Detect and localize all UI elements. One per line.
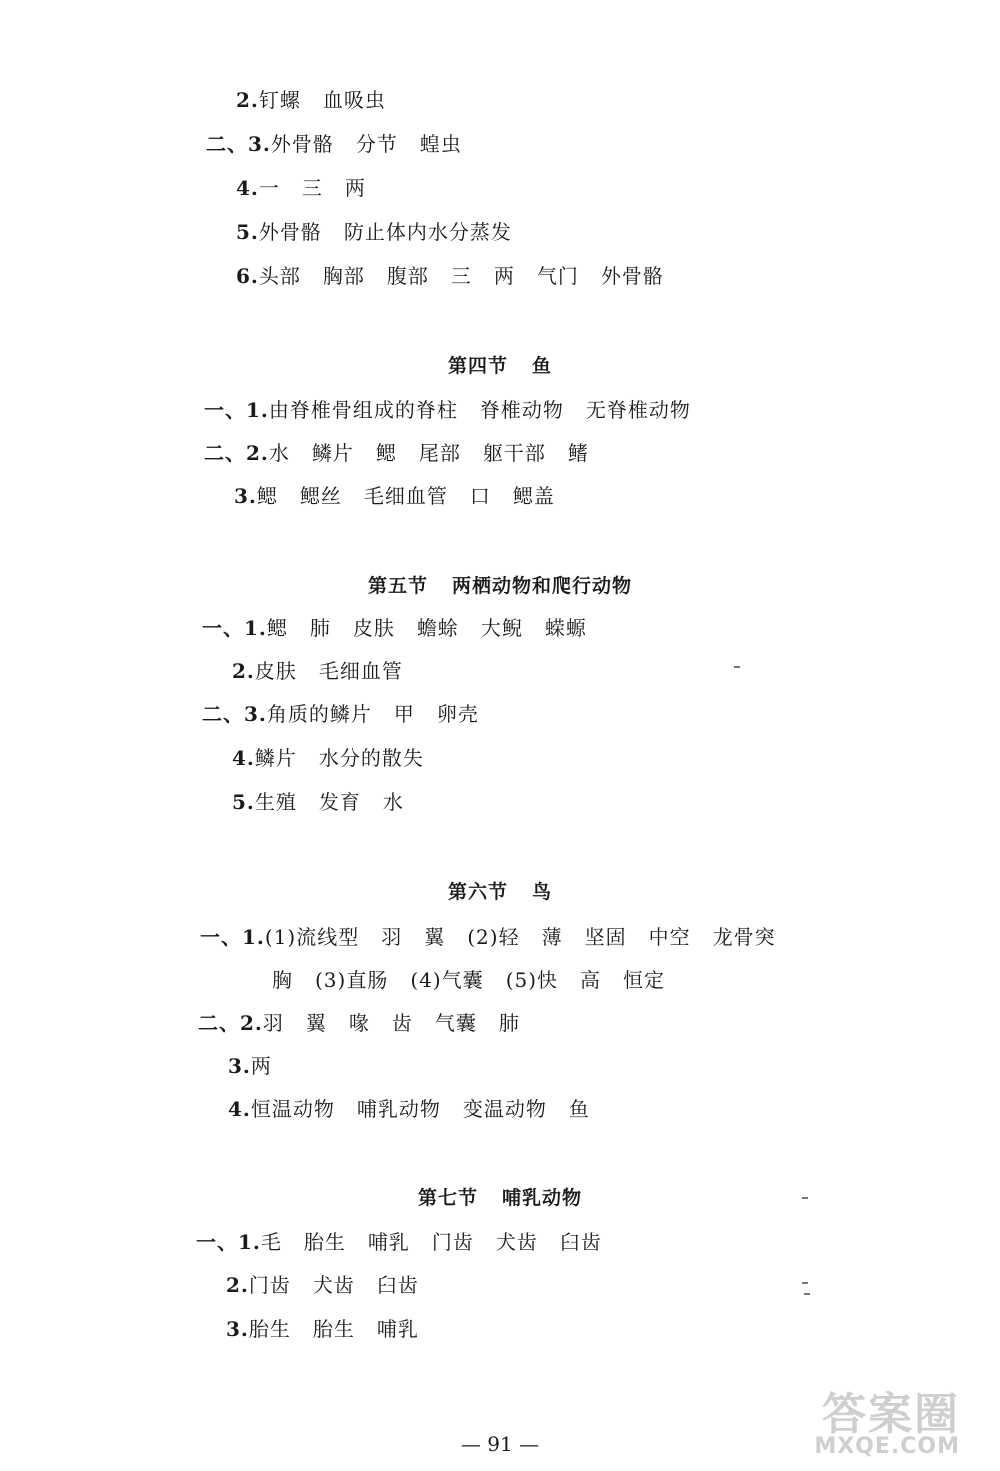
answer-term: 臼齿	[559, 1230, 602, 1254]
answer-term: 喙	[348, 1011, 370, 1035]
section-title: 两栖动物和爬行动物	[452, 575, 633, 597]
answer-line	[204, 441, 589, 465]
answer-term: 鳃	[256, 484, 278, 508]
answer-term: 外骨骼	[270, 132, 334, 156]
answer-term: 蝗虫	[419, 132, 462, 156]
answer-line	[226, 1317, 419, 1341]
item-number: 3.	[234, 484, 257, 508]
item-number: 5.	[232, 790, 255, 814]
answer-term: 翼	[424, 925, 446, 949]
item-number: 一、1.	[204, 398, 269, 422]
item-number: 4.	[232, 746, 255, 770]
answer-term: 龙骨突	[712, 925, 776, 949]
section-heading	[0, 1186, 1000, 1210]
answer-line	[234, 484, 555, 508]
answer-term: 哺乳动物	[356, 1097, 441, 1121]
answer-term: 甲	[393, 702, 415, 726]
item-number: 2.	[232, 659, 255, 683]
answer-term: 哺乳	[376, 1317, 419, 1341]
answer-term: 翼	[305, 1011, 327, 1035]
answer-line	[272, 968, 665, 992]
answer-term: 坚固	[584, 925, 627, 949]
answer-term: 皮肤	[254, 659, 297, 683]
answer-term: 犬齿	[312, 1273, 355, 1297]
watermark-text: 答案圈	[822, 1389, 960, 1440]
answer-line	[232, 659, 403, 683]
answer-term: 防止体内水分蒸发	[343, 220, 512, 244]
answer-line	[202, 702, 479, 726]
answer-term: 胎生	[248, 1317, 291, 1341]
answer-term: 哺乳	[367, 1230, 410, 1254]
answer-term: 鳞片	[311, 441, 354, 465]
item-number: 6.	[236, 264, 259, 288]
answer-term: 口	[469, 484, 491, 508]
answer-term: 鳃盖	[512, 484, 555, 508]
item-number: 5.	[236, 220, 259, 244]
answer-line	[198, 1011, 520, 1035]
answer-term: 犬齿	[495, 1230, 538, 1254]
answer-term: 恒温动物	[250, 1097, 335, 1121]
answer-term: (2)轻	[467, 925, 520, 949]
section-number: 第六节	[447, 881, 508, 903]
answer-line	[200, 925, 776, 949]
answer-term: 外骨骼	[600, 264, 664, 288]
answer-term: 变温动物	[462, 1097, 547, 1121]
item-number: 二、3.	[202, 702, 267, 726]
answer-line	[228, 1097, 590, 1121]
answer-term: 胎生	[303, 1230, 346, 1254]
answer-line	[236, 220, 512, 244]
answer-line	[196, 1230, 602, 1254]
item-number: 4.	[228, 1097, 251, 1121]
item-number: 3.	[226, 1317, 249, 1341]
section-number: 第五节	[367, 575, 428, 597]
scan-speck	[804, 1293, 810, 1295]
answer-term: 头部	[258, 264, 301, 288]
answer-term: 三	[450, 264, 472, 288]
answer-line	[228, 1054, 272, 1078]
answer-term: 两	[493, 264, 515, 288]
page-number: — 91 —	[460, 1432, 540, 1456]
answer-term: 生殖	[254, 790, 297, 814]
section-heading	[0, 574, 1000, 598]
answer-term: (4)气囊	[410, 968, 484, 992]
answer-term: 角质的鳞片	[266, 702, 372, 726]
answer-term: (3)直肠	[315, 968, 389, 992]
item-number: 一、1.	[200, 925, 265, 949]
item-number: 2.	[226, 1273, 249, 1297]
watermark-logo	[760, 1378, 960, 1458]
answer-term: (5)快	[505, 968, 559, 992]
section-title: 鱼	[532, 355, 553, 377]
answer-term: 血吸虫	[322, 88, 386, 112]
answer-term: 恒定	[623, 968, 666, 992]
answer-term: 羽	[262, 1011, 284, 1035]
answer-term: 水	[268, 441, 290, 465]
answer-term: 鳃丝	[299, 484, 342, 508]
item-number: 二、2.	[198, 1011, 263, 1035]
answer-term: 肺	[309, 616, 331, 640]
answer-term: 胸部	[322, 264, 365, 288]
answer-term: 肺	[498, 1011, 520, 1035]
answer-term: 薄	[541, 925, 563, 949]
answer-line	[236, 176, 366, 200]
answer-term: 气门	[536, 264, 579, 288]
scan-speck	[802, 1197, 808, 1199]
answer-term: 水	[382, 790, 404, 814]
item-number: 二、3.	[206, 132, 271, 156]
answer-term: 鳃	[375, 441, 397, 465]
answer-term: 毛细血管	[363, 484, 448, 508]
answer-term: 门齿	[431, 1230, 474, 1254]
answer-term: 鳍	[567, 441, 589, 465]
answer-term: 毛	[260, 1230, 282, 1254]
answer-line	[232, 746, 424, 770]
answer-term: 尾部	[418, 441, 461, 465]
item-number: 4.	[236, 176, 259, 200]
scan-speck	[734, 666, 740, 668]
answer-term: 发育	[318, 790, 361, 814]
item-number: 2.	[236, 88, 259, 112]
watermark-url: MXQE.COM	[814, 1434, 960, 1459]
answer-term: 两	[250, 1054, 272, 1078]
answer-term: 气囊	[434, 1011, 477, 1035]
section-title: 哺乳动物	[502, 1187, 583, 1209]
answer-term: 躯干部	[482, 441, 546, 465]
answer-term: 水分的散失	[318, 746, 424, 770]
answer-term: 钉螺	[258, 88, 301, 112]
item-number: 一、1.	[196, 1230, 261, 1254]
section-number: 第四节	[447, 355, 508, 377]
section-number: 第七节	[417, 1187, 478, 1209]
answer-term: 由脊椎骨组成的脊柱	[268, 398, 458, 422]
item-number: 3.	[228, 1054, 251, 1078]
answer-line	[204, 398, 691, 422]
answer-term: 羽	[381, 925, 403, 949]
answer-term: 大鲵	[480, 616, 523, 640]
section-title: 鸟	[532, 881, 553, 903]
item-number: 一、1.	[202, 616, 267, 640]
section-heading	[0, 354, 1000, 378]
answer-line	[206, 132, 462, 156]
answer-term: 蝾螈	[544, 616, 587, 640]
answer-term: 门齿	[248, 1273, 291, 1297]
answer-term: 脊椎动物	[479, 398, 564, 422]
answer-line	[226, 1273, 419, 1297]
answer-term: 外骨骼	[258, 220, 322, 244]
section-heading	[0, 880, 1000, 904]
answer-term: 一	[258, 176, 280, 200]
answer-term: 鱼	[568, 1097, 590, 1121]
answer-term: 无脊椎动物	[585, 398, 691, 422]
answer-line	[232, 790, 404, 814]
scan-speck	[802, 1282, 808, 1284]
answer-term: 蟾蜍	[416, 616, 459, 640]
answer-line	[236, 88, 386, 112]
answer-term: 分节	[355, 132, 398, 156]
answer-term: 齿	[391, 1011, 413, 1035]
answer-term: 卵壳	[436, 702, 479, 726]
answer-term: 胸	[272, 968, 293, 992]
answer-term: 鳞片	[254, 746, 297, 770]
answer-line	[202, 616, 587, 640]
answer-term: 胎生	[312, 1317, 355, 1341]
answer-term: 腹部	[386, 264, 429, 288]
answer-term: 鳃	[266, 616, 288, 640]
item-number: 二、2.	[204, 441, 269, 465]
answer-term: (1)流线型	[264, 925, 360, 949]
answer-term: 中空	[648, 925, 691, 949]
answer-line	[236, 264, 664, 288]
answer-term: 毛细血管	[318, 659, 403, 683]
answer-term: 高	[580, 968, 602, 992]
answer-term: 皮肤	[352, 616, 395, 640]
answer-term: 两	[344, 176, 366, 200]
answer-term: 三	[301, 176, 323, 200]
answer-term: 臼齿	[376, 1273, 419, 1297]
